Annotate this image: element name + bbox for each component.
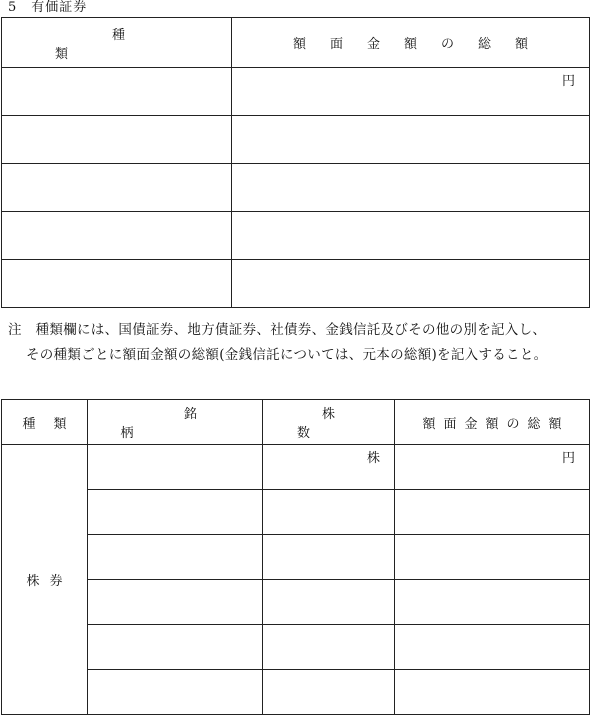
header-total-face-value: 額面金額の総額 xyxy=(232,18,590,68)
table-row xyxy=(2,116,590,164)
brand-cell[interactable] xyxy=(88,670,263,715)
shares-unit: 株 xyxy=(366,451,380,466)
kind-cell[interactable] xyxy=(2,164,232,212)
header-kind: 種類 xyxy=(2,18,232,68)
header-shares: 株数 xyxy=(263,400,395,445)
table-row xyxy=(2,670,590,715)
shares-cell[interactable] xyxy=(263,670,395,715)
amount-cell[interactable] xyxy=(232,164,590,212)
amount-cell[interactable] xyxy=(395,445,590,490)
header-total-face-value: 額面金額の総額 xyxy=(395,400,590,445)
amount-cell[interactable] xyxy=(395,670,590,715)
amount-cell[interactable] xyxy=(232,116,590,164)
amount-cell[interactable] xyxy=(232,212,590,260)
kind-cell[interactable] xyxy=(2,116,232,164)
header-brand: 銘柄 xyxy=(88,400,263,445)
note-line-1: 注 種類欄には、国債証券、地方債証券、社債券、金銭信託及びその他の別を記入し、 xyxy=(8,322,547,338)
header-kind: 種類 xyxy=(2,400,88,445)
shares-cell[interactable] xyxy=(263,625,395,670)
brand-cell[interactable] xyxy=(88,445,263,490)
shares-cell[interactable] xyxy=(263,445,395,490)
table-row xyxy=(2,212,590,260)
yen-unit: 円 xyxy=(561,74,575,89)
amount-cell[interactable] xyxy=(232,68,590,116)
table-row xyxy=(2,445,590,490)
amount-cell[interactable] xyxy=(395,580,590,625)
kind-cell[interactable] xyxy=(2,68,232,116)
shares-cell[interactable] xyxy=(263,535,395,580)
table-row xyxy=(2,260,590,308)
securities-summary-table xyxy=(1,17,590,308)
brand-cell[interactable] xyxy=(88,625,263,670)
stock-table xyxy=(1,399,590,715)
amount-cell[interactable] xyxy=(395,490,590,535)
table-row xyxy=(2,68,590,116)
brand-cell[interactable] xyxy=(88,490,263,535)
table-row xyxy=(2,580,590,625)
table-header-row xyxy=(2,400,590,445)
brand-cell[interactable] xyxy=(88,580,263,625)
brand-cell[interactable] xyxy=(88,535,263,580)
amount-cell[interactable] xyxy=(395,625,590,670)
kind-cell[interactable] xyxy=(2,212,232,260)
table-row xyxy=(2,535,590,580)
note-line-2: その種類ごとに額面金額の総額(金銭信託については、元本の総額)を記入すること。 xyxy=(26,347,548,363)
table-row xyxy=(2,625,590,670)
yen-unit: 円 xyxy=(561,451,575,466)
note-text xyxy=(8,318,547,368)
shares-cell[interactable] xyxy=(263,580,395,625)
shares-cell[interactable] xyxy=(263,490,395,535)
table-row xyxy=(2,490,590,535)
stock-kind-label: 株券 xyxy=(2,445,88,715)
section-title: 5 有価証券 xyxy=(8,0,88,15)
table-row xyxy=(2,164,590,212)
amount-cell[interactable] xyxy=(232,260,590,308)
table-header-row xyxy=(2,18,590,68)
kind-cell[interactable] xyxy=(2,260,232,308)
amount-cell[interactable] xyxy=(395,535,590,580)
